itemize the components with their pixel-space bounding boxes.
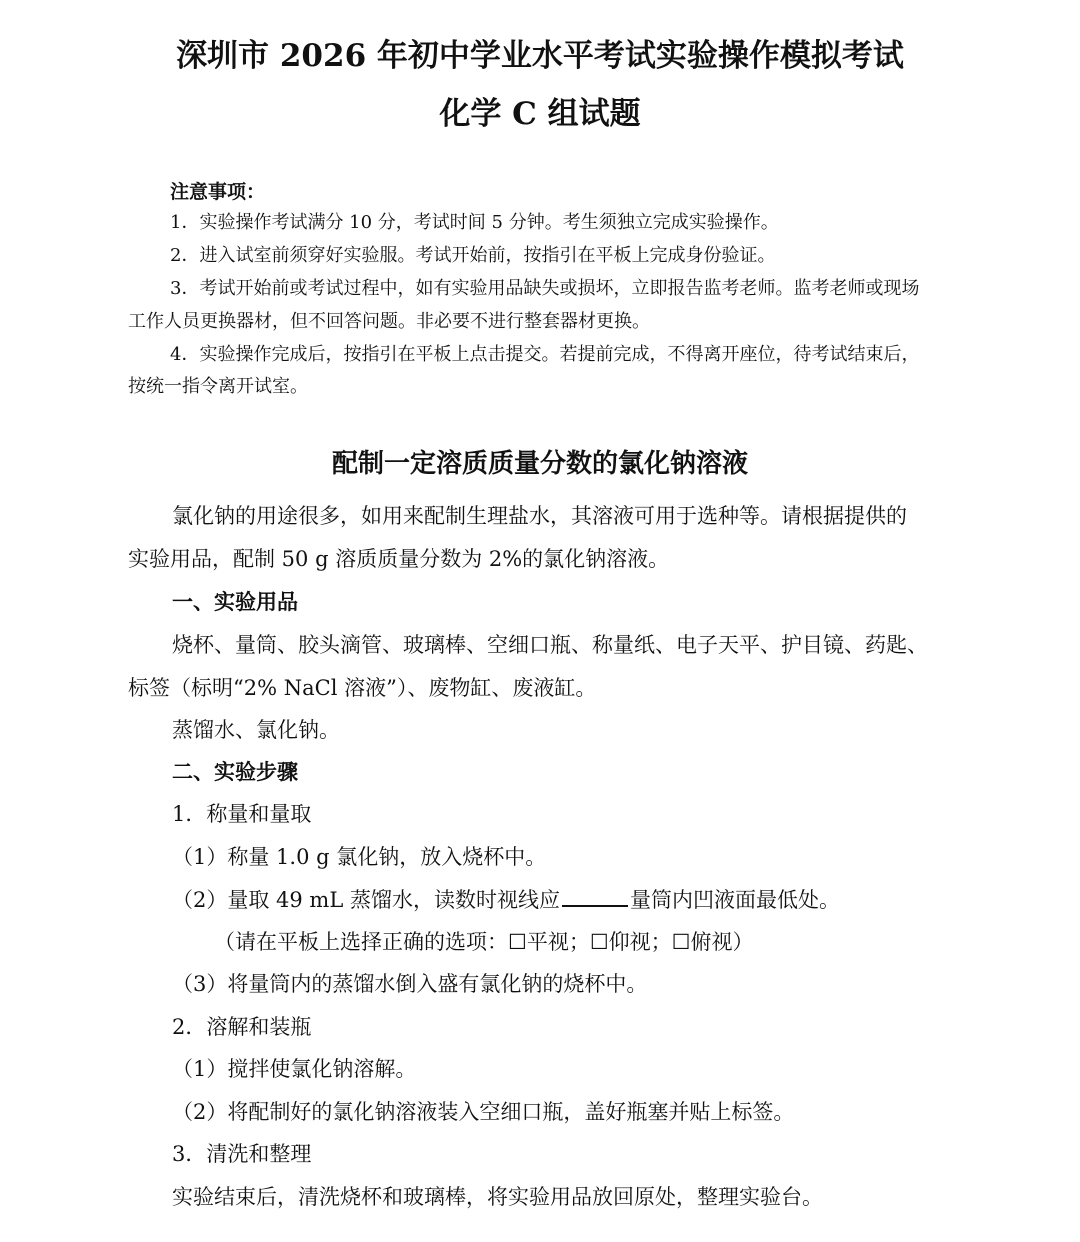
doc-title-line1: 深圳市 2026 年初中学业水平考试实验操作模拟考试 — [176, 38, 904, 74]
note-item-3: 3．考试开始前或考试过程中，如有实验用品缺失或损坏，立即报告监考老师。监考老师或现场 — [170, 278, 920, 299]
note-item-4: 4．实验操作完成后，按指引在平板上点击提交。若提前完成，不得离开座位，待考试结束后， — [170, 344, 920, 365]
step-2-heading: 2．溶解和装瓶 — [172, 1015, 312, 1039]
intro-line-1: 氯化钠的用途很多，如用来配制生理盐水，其溶液可用于选种等。请根据提供的 — [172, 504, 907, 528]
step-2-1: （1）搅拌使氯化钠溶解。 — [172, 1057, 417, 1081]
step-2-2: （2）将配制好的氯化钠溶液装入空细口瓶，盖好瓶塞并贴上标签。 — [172, 1100, 795, 1124]
note-item-4-cont: 按统一指令离开试室。 — [128, 376, 308, 397]
materials-line-1: 烧杯、量筒、胶头滴管、玻璃棒、空细口瓶、称量纸、电子天平、护目镜、药匙、 — [172, 633, 928, 657]
note-item-3-cont: 工作人员更换器材，但不回答问题。非必要不进行整套器材更换。 — [128, 311, 650, 332]
step-1-2-hint: （请在平板上选择正确的选项：☐平视；☐仰视；☐俯视） — [214, 930, 754, 954]
materials-line-2: 标签（标明“2% NaCl 溶液”）、废物缸、废液缸。 — [128, 676, 597, 700]
doc-title-line2: 化学 C 组试题 — [439, 96, 641, 132]
notes-heading: 注意事项： — [170, 181, 266, 203]
materials-heading: 一、实验用品 — [172, 589, 298, 614]
note-item-2: 2．进入试室前须穿好实验服。考试开始前，按指引在平板上完成身份验证。 — [170, 245, 776, 266]
materials-line-3: 蒸馏水、氯化钠。 — [172, 718, 340, 742]
step-3-heading: 3．清洗和整理 — [172, 1142, 312, 1166]
step-1-2 — [172, 884, 840, 914]
note-item-1: 1．实验操作考试满分 10 分，考试时间 5 分钟。考生须独立完成实验操作。 — [170, 212, 779, 233]
step-1-1: （1）称量 1.0 g 氯化钠，放入烧杯中。 — [172, 845, 547, 869]
experiment-title: 配制一定溶质质量分数的氯化钠溶液 — [331, 449, 748, 479]
step-1-heading: 1．称量和量取 — [172, 802, 312, 826]
step-3-text: 实验结束后，清洗烧杯和玻璃棒，将实验用品放回原处，整理实验台。 — [172, 1185, 823, 1209]
steps-heading: 二、实验步骤 — [172, 759, 298, 784]
step-1-2-prefix: （2）量取 49 mL 蒸馏水，读数时视线应 — [172, 888, 560, 912]
answer-blank — [562, 885, 628, 907]
step-1-3: （3）将量筒内的蒸馏水倒入盛有氯化钠的烧杯中。 — [172, 972, 648, 996]
step-1-2-suffix: 量筒内凹液面最低处。 — [629, 888, 840, 912]
intro-line-2: 实验用品，配制 50 g 溶质质量分数为 2%的氯化钠溶液。 — [128, 547, 670, 571]
